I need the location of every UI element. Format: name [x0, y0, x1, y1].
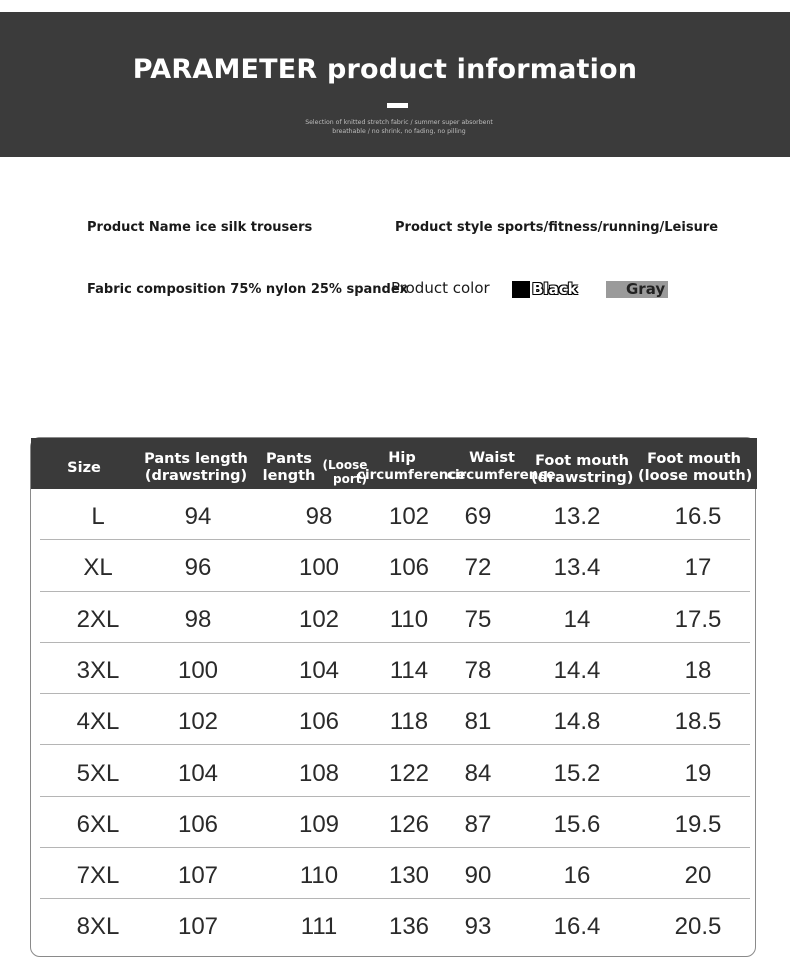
table-cell: 13.4	[553, 554, 601, 582]
table-cell: 110	[389, 605, 429, 633]
table-cell: 78	[464, 656, 492, 684]
banner-subtitle	[270, 118, 528, 136]
table-cell: 72	[464, 554, 492, 582]
table-cell: 126	[388, 810, 430, 838]
table-cell: 111	[300, 913, 338, 941]
table-cell: 16.4	[553, 913, 601, 941]
table-cell: 8XL	[76, 913, 120, 941]
table-cell: 15.2	[553, 759, 601, 787]
table-cell: 7XL	[76, 862, 120, 890]
table-cell: 107	[177, 913, 219, 941]
table-row	[31, 489, 757, 540]
table-cell: 122	[388, 759, 430, 787]
header-text: Foot mouth	[647, 451, 741, 467]
table-cell: 69	[464, 503, 492, 530]
table-cell: L	[91, 503, 105, 530]
table-cell: 19.5	[674, 810, 722, 838]
table-cell: 107	[177, 862, 219, 890]
table-cell: 102	[177, 708, 219, 736]
table-cell: 14.4	[553, 656, 601, 684]
table-cell: 19	[684, 759, 712, 787]
header-text: Waist	[469, 450, 515, 466]
table-cell: 102	[388, 503, 430, 530]
table-row	[31, 848, 757, 899]
table-row	[31, 694, 757, 745]
gray-chip	[606, 281, 626, 298]
title-divider	[387, 103, 408, 108]
header-foot-mouth-drawstring	[531, 453, 633, 487]
table-cell: 18	[684, 656, 712, 684]
table-cell: 81	[464, 708, 492, 736]
table-cell: 100	[177, 656, 219, 684]
table-cell: 104	[177, 759, 219, 787]
header-text: Pants length	[144, 451, 248, 467]
table-cell: 136	[388, 913, 430, 941]
table-cell: 17.5	[674, 605, 722, 633]
table-cell: 109	[298, 810, 340, 838]
table-cell: 106	[298, 708, 340, 736]
header-size: Size	[67, 460, 101, 476]
table-cell: 16	[563, 862, 591, 890]
header-pants-length-drawstring	[136, 451, 256, 485]
header-text: (Loose	[322, 458, 368, 472]
table-cell: 110	[299, 862, 339, 890]
table-cell: 100	[298, 554, 340, 582]
table-cell: 93	[464, 913, 492, 941]
table-cell: 94	[184, 503, 212, 530]
table-cell: 17	[684, 554, 712, 582]
table-cell: 14	[563, 605, 591, 633]
table-cell: 84	[464, 759, 492, 787]
size-table	[30, 437, 756, 957]
header-text: (drawstring)	[144, 468, 248, 484]
header-text: port)	[333, 472, 367, 486]
header-text: (drawstring)	[531, 470, 634, 486]
black-chip	[512, 281, 530, 298]
fabric-composition: Fabric composition 75% nylon 25% spandex	[87, 282, 409, 297]
table-row	[31, 899, 757, 950]
page-title: PARAMETER product information	[132, 54, 638, 85]
table-cell: 87	[464, 810, 492, 838]
table-cell: 96	[184, 554, 212, 582]
table-cell: 14.8	[553, 708, 601, 736]
table-cell: 98	[305, 503, 333, 530]
table-cell: 13.2	[553, 503, 601, 530]
size-table-header	[31, 438, 757, 489]
banner-subtitle-line-2: breathable / no shrink, no fading, no pilling	[332, 128, 466, 135]
table-cell: 102	[298, 605, 340, 633]
table-cell: 18.5	[674, 708, 722, 736]
header-text: circumference	[447, 467, 556, 483]
table-row	[31, 540, 757, 591]
table-cell: 118	[389, 708, 429, 736]
table-cell: 4XL	[76, 708, 120, 736]
header-text: Foot mouth	[535, 453, 629, 469]
table-cell: 106	[388, 554, 430, 582]
table-cell: 90	[464, 862, 492, 890]
table-cell: 15.6	[553, 810, 601, 838]
product-color-label: Product color	[391, 279, 490, 297]
table-cell: 75	[464, 605, 492, 633]
banner-subtitle-line-1: Selection of knitted stretch fabric / summer super absorbent	[305, 119, 493, 126]
header-text: circumference	[357, 467, 466, 483]
header-text: Pants	[266, 451, 312, 467]
header-hip	[357, 450, 466, 484]
header-waist	[447, 450, 556, 484]
table-cell: 16.5	[674, 503, 722, 530]
table-cell: 106	[177, 810, 219, 838]
table-row	[31, 643, 757, 694]
table-cell: 5XL	[76, 759, 120, 787]
header-foot-mouth-loose	[638, 451, 753, 485]
table-cell: 114	[389, 656, 429, 684]
header-text: Hip	[388, 450, 416, 466]
table-cell: 20	[684, 862, 712, 890]
color-name-gray: Gray	[626, 281, 668, 298]
color-swatch-black	[512, 281, 578, 298]
table-cell: 130	[388, 862, 430, 890]
table-row	[31, 592, 757, 643]
color-name-black: Black	[532, 280, 578, 298]
product-name: Product Name ice silk trousers	[87, 220, 313, 235]
table-cell: 3XL	[76, 656, 120, 684]
header-pants-length-loose	[259, 451, 319, 485]
table-cell: 108	[298, 759, 340, 787]
table-cell: XL	[83, 554, 113, 582]
table-row	[31, 746, 757, 797]
header-text: (loose mouth)	[638, 468, 753, 484]
header-banner	[0, 12, 790, 157]
table-cell: 98	[184, 605, 212, 633]
header-text: length	[262, 468, 316, 484]
color-swatch-gray	[606, 281, 664, 298]
table-cell: 2XL	[76, 605, 120, 633]
table-cell: 6XL	[76, 810, 120, 838]
product-style: Product style sports/fitness/running/Leisure	[395, 220, 719, 235]
table-cell: 104	[298, 656, 340, 684]
table-cell: 20.5	[674, 913, 722, 941]
table-row	[31, 797, 757, 848]
